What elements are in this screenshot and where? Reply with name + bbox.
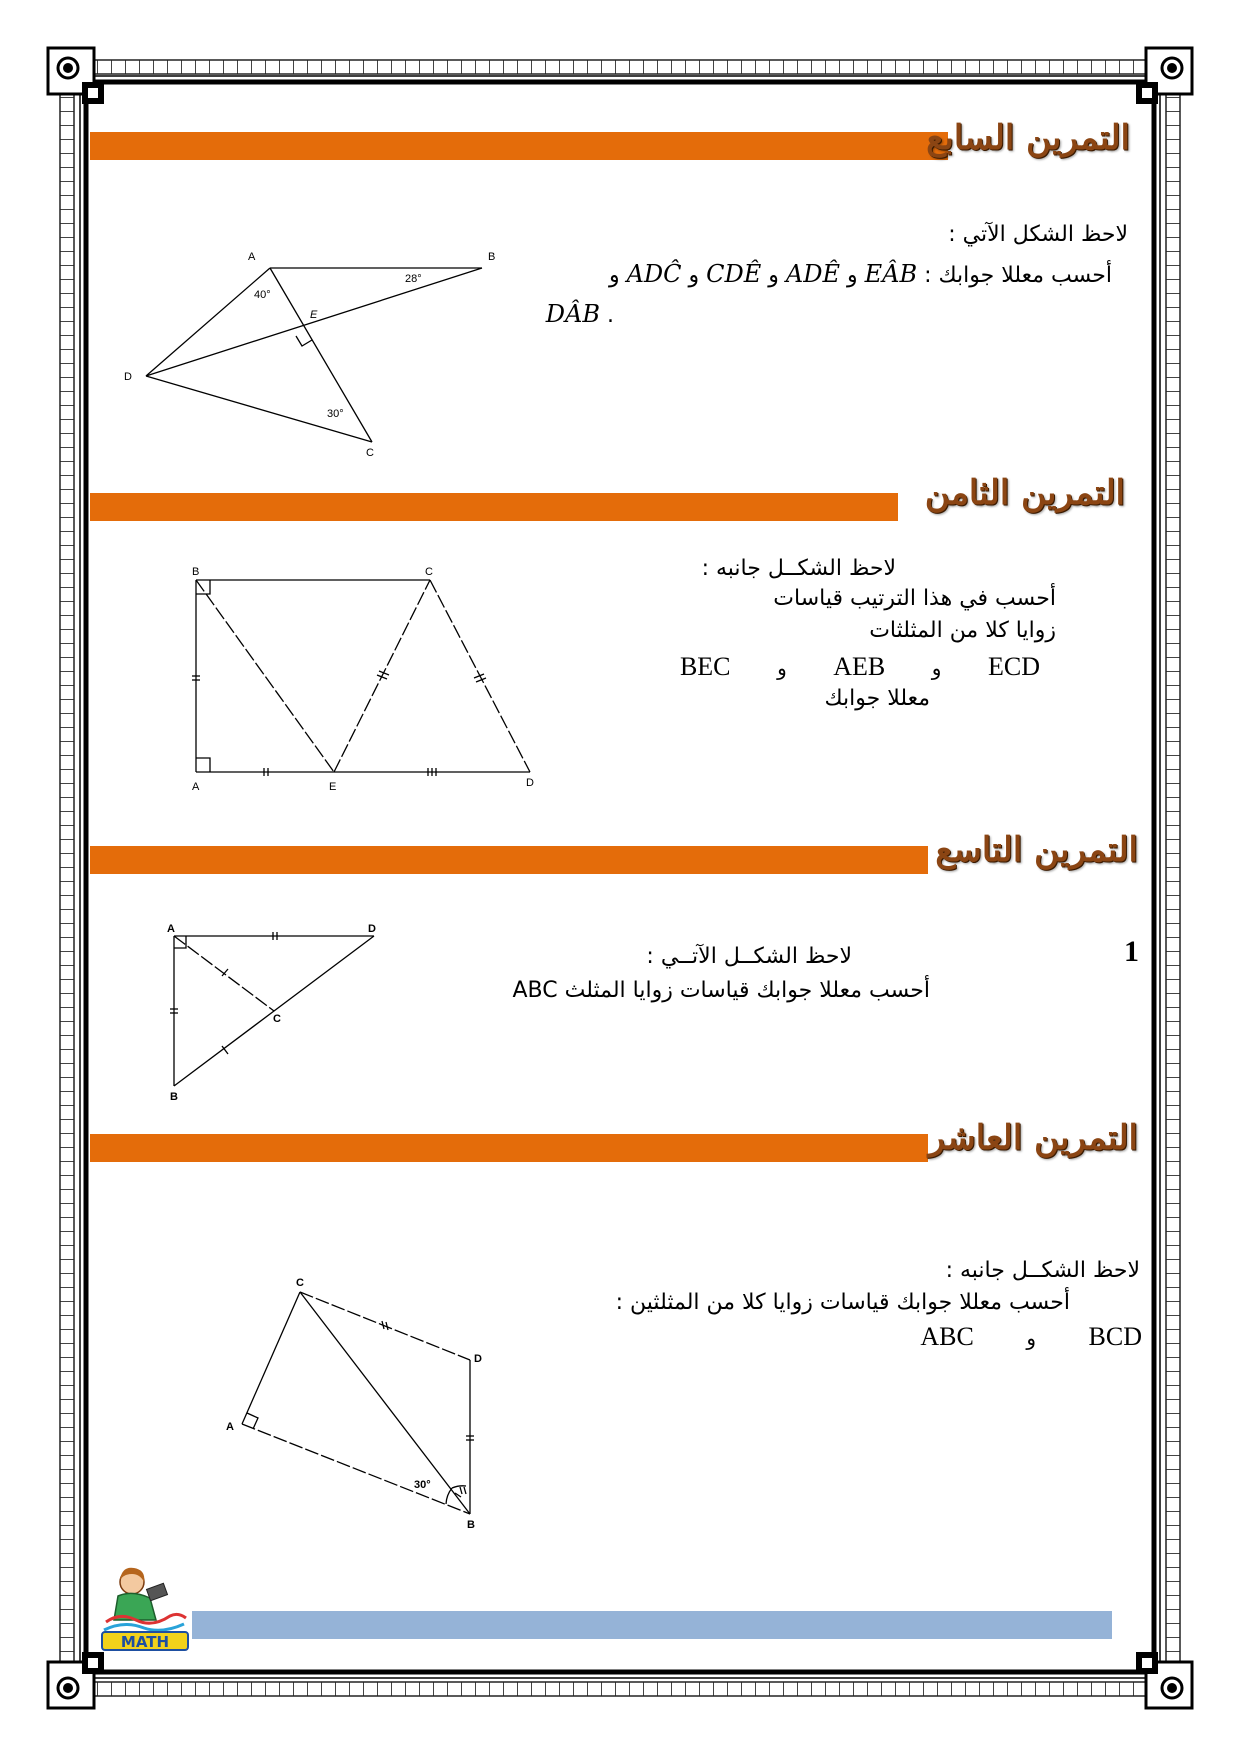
exercise-8-line-2: أحسب في هذا الترتيب قياسات [773, 586, 1056, 611]
connector: و [777, 656, 787, 680]
exercise-7-figure [115, 245, 505, 470]
exercise-9-title: التمرين التاسع [935, 830, 1138, 870]
point-c-label: C [366, 447, 374, 459]
exercise-8-line-5: معللا جوابك [824, 686, 930, 711]
point-d-label: D [474, 1353, 482, 1365]
point-d-label: D [526, 777, 534, 789]
exercise-8-line-4 [680, 652, 1040, 682]
triangle-abc: ABC [920, 1322, 974, 1351]
point-a-label: A [192, 781, 200, 793]
exercise-10-figure [215, 1275, 490, 1535]
angle-label-40: 40° [254, 289, 271, 301]
footer-bar [192, 1611, 1112, 1639]
connector: و [688, 263, 700, 288]
exercise-8-figure [185, 560, 535, 795]
exercise-10-line-1: لاحظ الشكــل جانبه : [945, 1258, 1140, 1283]
exercise-9-number: 1 [1124, 935, 1139, 968]
point-d-label: D [368, 923, 376, 935]
point-e-label: E [329, 781, 337, 793]
angle-adc: ADĈ [626, 260, 682, 288]
math-logo [100, 1560, 195, 1655]
triangle-bec: BEC [679, 652, 731, 681]
exercise-7-line-1: لاحظ الشكل الآتي : [948, 222, 1128, 247]
point-b-label: B [488, 251, 496, 263]
angle-label-28: 28° [405, 273, 422, 285]
angle-eab: EÂB [864, 260, 918, 288]
point-c-label: C [296, 1277, 304, 1289]
angle-cde: CDÊ [706, 260, 762, 288]
exercise-7-line-2 [609, 260, 1112, 288]
logo-text: MATH [120, 1633, 170, 1651]
corner-ornament-bottom-left [48, 1652, 104, 1708]
point-e-label: E [310, 309, 318, 321]
point-d-label: D [124, 371, 132, 383]
connector: و [931, 656, 942, 680]
point-c-label: C [425, 566, 433, 578]
exercise-7-line-3 [546, 300, 614, 328]
triangle-bcd: BCD [1088, 1322, 1142, 1351]
exercise-9-figure [160, 915, 390, 1105]
point-b-label: B [192, 566, 200, 578]
logo-book [146, 1583, 167, 1600]
triangle-ecd: ECD [988, 652, 1040, 681]
exercise-10-title: التمرين العاشر [928, 1118, 1138, 1158]
exercise-7-line-2-prefix: أحسب معللا جوابك : [924, 263, 1112, 288]
point-a-label: A [167, 923, 175, 935]
exercise-10-line-3 [920, 1322, 1142, 1352]
point-a-label: A [248, 251, 256, 263]
section-bar-9 [90, 846, 928, 874]
connector: و [768, 263, 779, 288]
exercise-7-title: التمرين السابع [926, 118, 1130, 158]
triangle-aeb: AEB [833, 652, 886, 681]
punctuation-period: . [607, 303, 614, 328]
connector: و [1026, 1326, 1036, 1350]
point-c-label: C [273, 1013, 281, 1025]
angle-ade: ADÊ [785, 260, 840, 288]
point-b-label: B [170, 1091, 178, 1103]
connector: و [608, 263, 620, 288]
exercise-10-line-2: أحسب معللا جوابك قياسات زوايا كلا من المثلثين : [615, 1290, 1070, 1315]
angle-dab: DÂB [545, 300, 600, 328]
exercise-9-line-1: لاحظ الشكــل الآتــي : [646, 944, 852, 969]
exercise-9-line-2: أحسب معللا جوابك قياسات زوايا المثلث ABC [512, 978, 930, 1003]
section-bar-7 [90, 132, 948, 160]
section-bar-8 [90, 493, 898, 521]
exercise-8-line-3: زوايا كلا من المثلثات [869, 618, 1056, 643]
point-b-label: B [467, 1519, 475, 1531]
point-a-label: A [226, 1421, 234, 1433]
exercise-8-title: التمرين الثامن [924, 473, 1125, 513]
exercise-8-line-1: لاحظ الشكــل جانبه : [701, 556, 896, 581]
corner-ornament-bottom-right [1136, 1652, 1192, 1708]
connector: و [846, 263, 858, 288]
angle-label-30: 30° [414, 1479, 431, 1491]
angle-label-30: 30° [327, 408, 344, 420]
section-bar-10 [90, 1134, 928, 1162]
logo-swirl-2 [104, 1624, 184, 1630]
